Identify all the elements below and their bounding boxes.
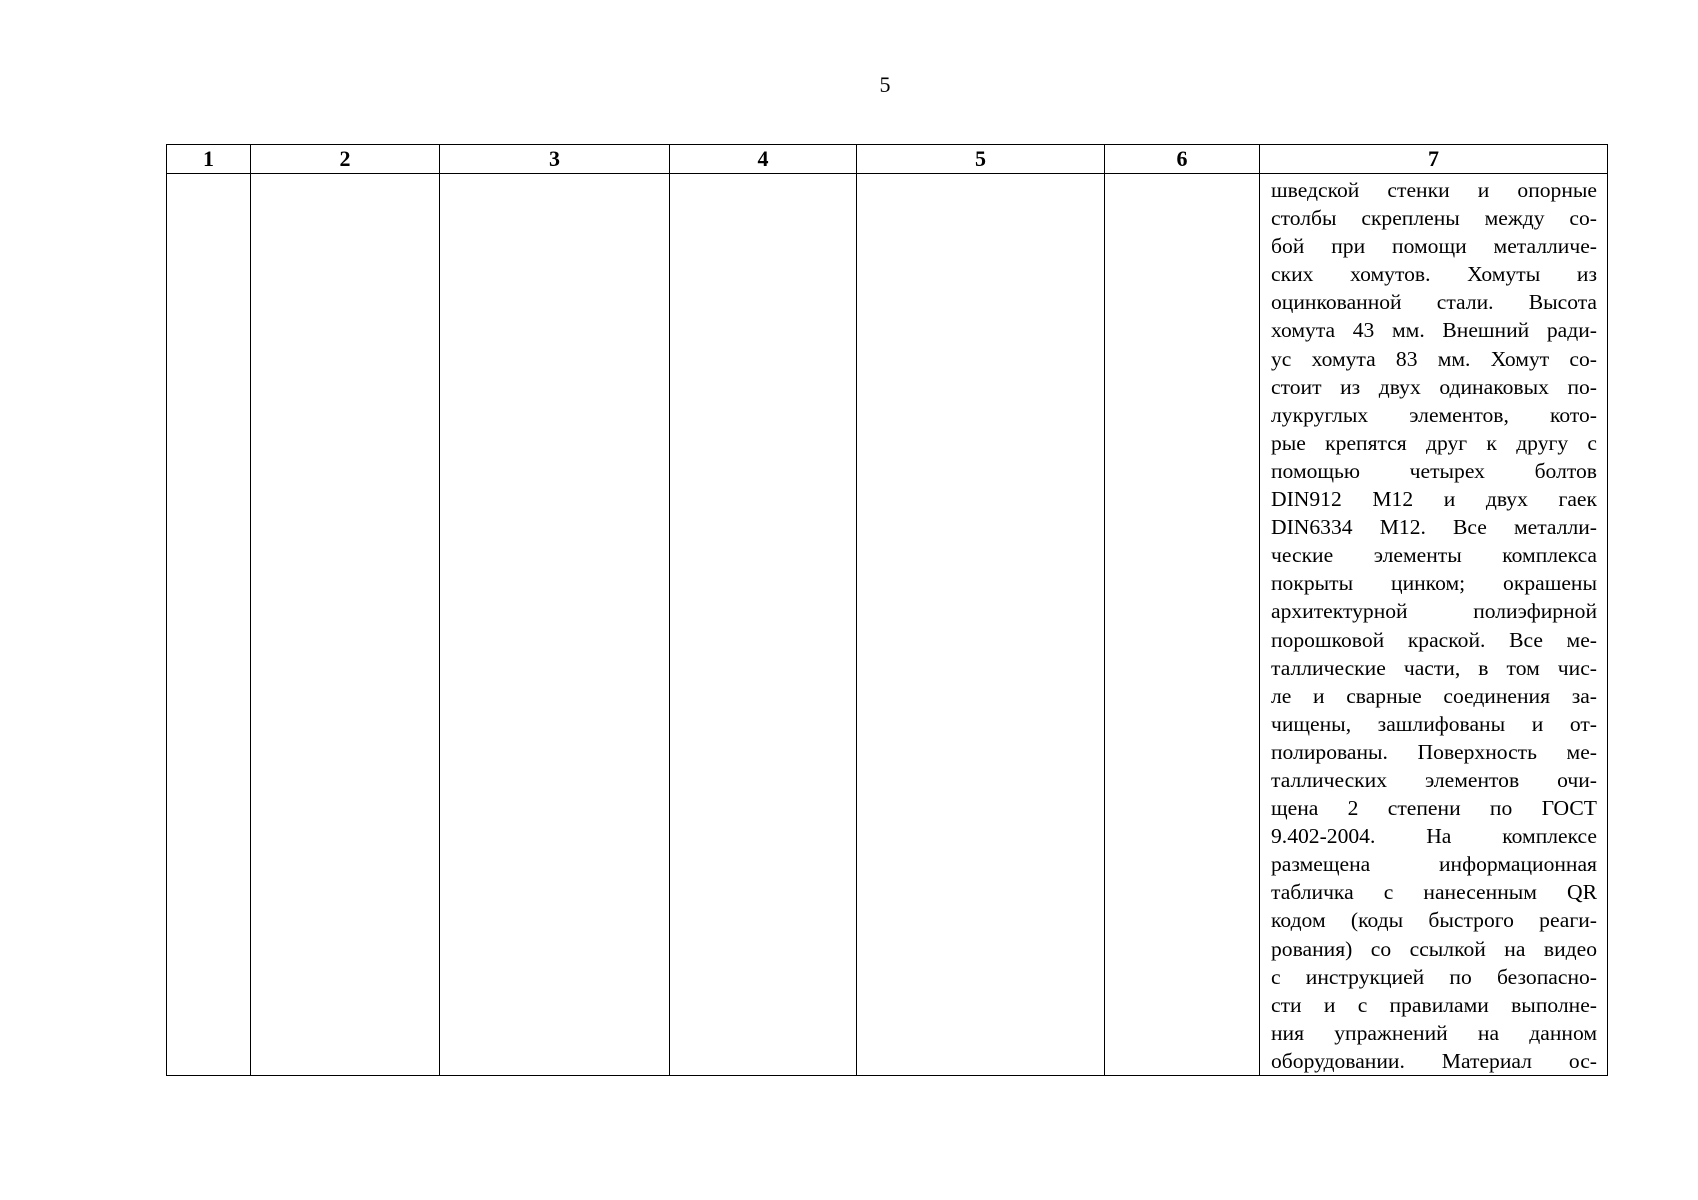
- cell-col-4: [670, 174, 857, 1076]
- text-line: рования) со ссылкой на видео: [1271, 936, 1597, 961]
- page-number: 5: [879, 72, 891, 97]
- text-line: 9.402-2004. На комплексе: [1271, 824, 1597, 849]
- text-line: ле и сварные соединения за-: [1271, 683, 1597, 708]
- text-line: полированы. Поверхность ме-: [1271, 739, 1597, 764]
- text-line: DIN6334 M12. Все металли-: [1271, 515, 1597, 540]
- text-line: помощью четырех болтов: [1271, 458, 1597, 483]
- header-cell-4: 4: [670, 145, 857, 174]
- text-line: лукруглых элементов, кото-: [1271, 402, 1597, 427]
- text-line: таллические части, в том чис-: [1271, 655, 1597, 680]
- header-cell-3: 3: [440, 145, 670, 174]
- text-line: таллических элементов очи-: [1271, 767, 1597, 792]
- text-line: ческие элементы комплекса: [1271, 543, 1597, 568]
- text-line: ус хомута 83 мм. Хомут со-: [1271, 346, 1597, 371]
- text-line: хомута 43 мм. Внешний ради-: [1271, 318, 1597, 343]
- cell-col-1: [167, 174, 251, 1076]
- table-row: [167, 174, 1608, 1076]
- text-line: шведской стенки и опорные: [1271, 178, 1597, 202]
- cell-col-3: [440, 174, 670, 1076]
- text-line: рые крепятся друг к другу с: [1271, 430, 1597, 455]
- text-line: ских хомутов. Хомуты из: [1271, 262, 1597, 287]
- text-line: столбы скреплены между со-: [1271, 206, 1597, 231]
- header-row: [167, 145, 1608, 174]
- text-line: щена 2 степени по ГОСТ: [1271, 796, 1597, 821]
- text-line: размещена информационная: [1271, 852, 1597, 877]
- description-text: [1260, 174, 1607, 1075]
- cell-col-7: [1260, 174, 1608, 1076]
- text-line: сти и с правилами выполне-: [1271, 992, 1597, 1017]
- text-line: с инструкцией по безопасно-: [1271, 964, 1597, 989]
- text-line: оцинкованной стали. Высота: [1271, 290, 1597, 315]
- header-cell-6: 6: [1105, 145, 1260, 174]
- header-cell-2: 2: [251, 145, 440, 174]
- text-line: табличка с нанесенным QR: [1271, 880, 1597, 905]
- cell-col-2: [251, 174, 440, 1076]
- header-cell-1: 1: [167, 145, 251, 174]
- text-line: оборудовании. Материал ос-: [1271, 1048, 1597, 1073]
- text-line: чищены, зашлифованы и от-: [1271, 711, 1597, 736]
- text-line: бой при помощи металличе-: [1271, 234, 1597, 259]
- text-line: ния упражнений на данном: [1271, 1020, 1597, 1045]
- document-table: [166, 144, 1608, 1076]
- cell-col-5: [857, 174, 1105, 1076]
- cell-col-6: [1105, 174, 1260, 1076]
- text-line: покрыты цинком; окрашены: [1271, 571, 1597, 596]
- header-cell-7: 7: [1260, 145, 1608, 174]
- text-line: кодом (коды быстрого реаги-: [1271, 908, 1597, 933]
- text-line: DIN912 M12 и двух гаек: [1271, 487, 1597, 512]
- text-line: стоит из двух одинаковых по-: [1271, 374, 1597, 399]
- text-line: порошковой краской. Все ме-: [1271, 627, 1597, 652]
- header-cell-5: 5: [857, 145, 1105, 174]
- text-line: архитектурной полиэфирной: [1271, 599, 1597, 624]
